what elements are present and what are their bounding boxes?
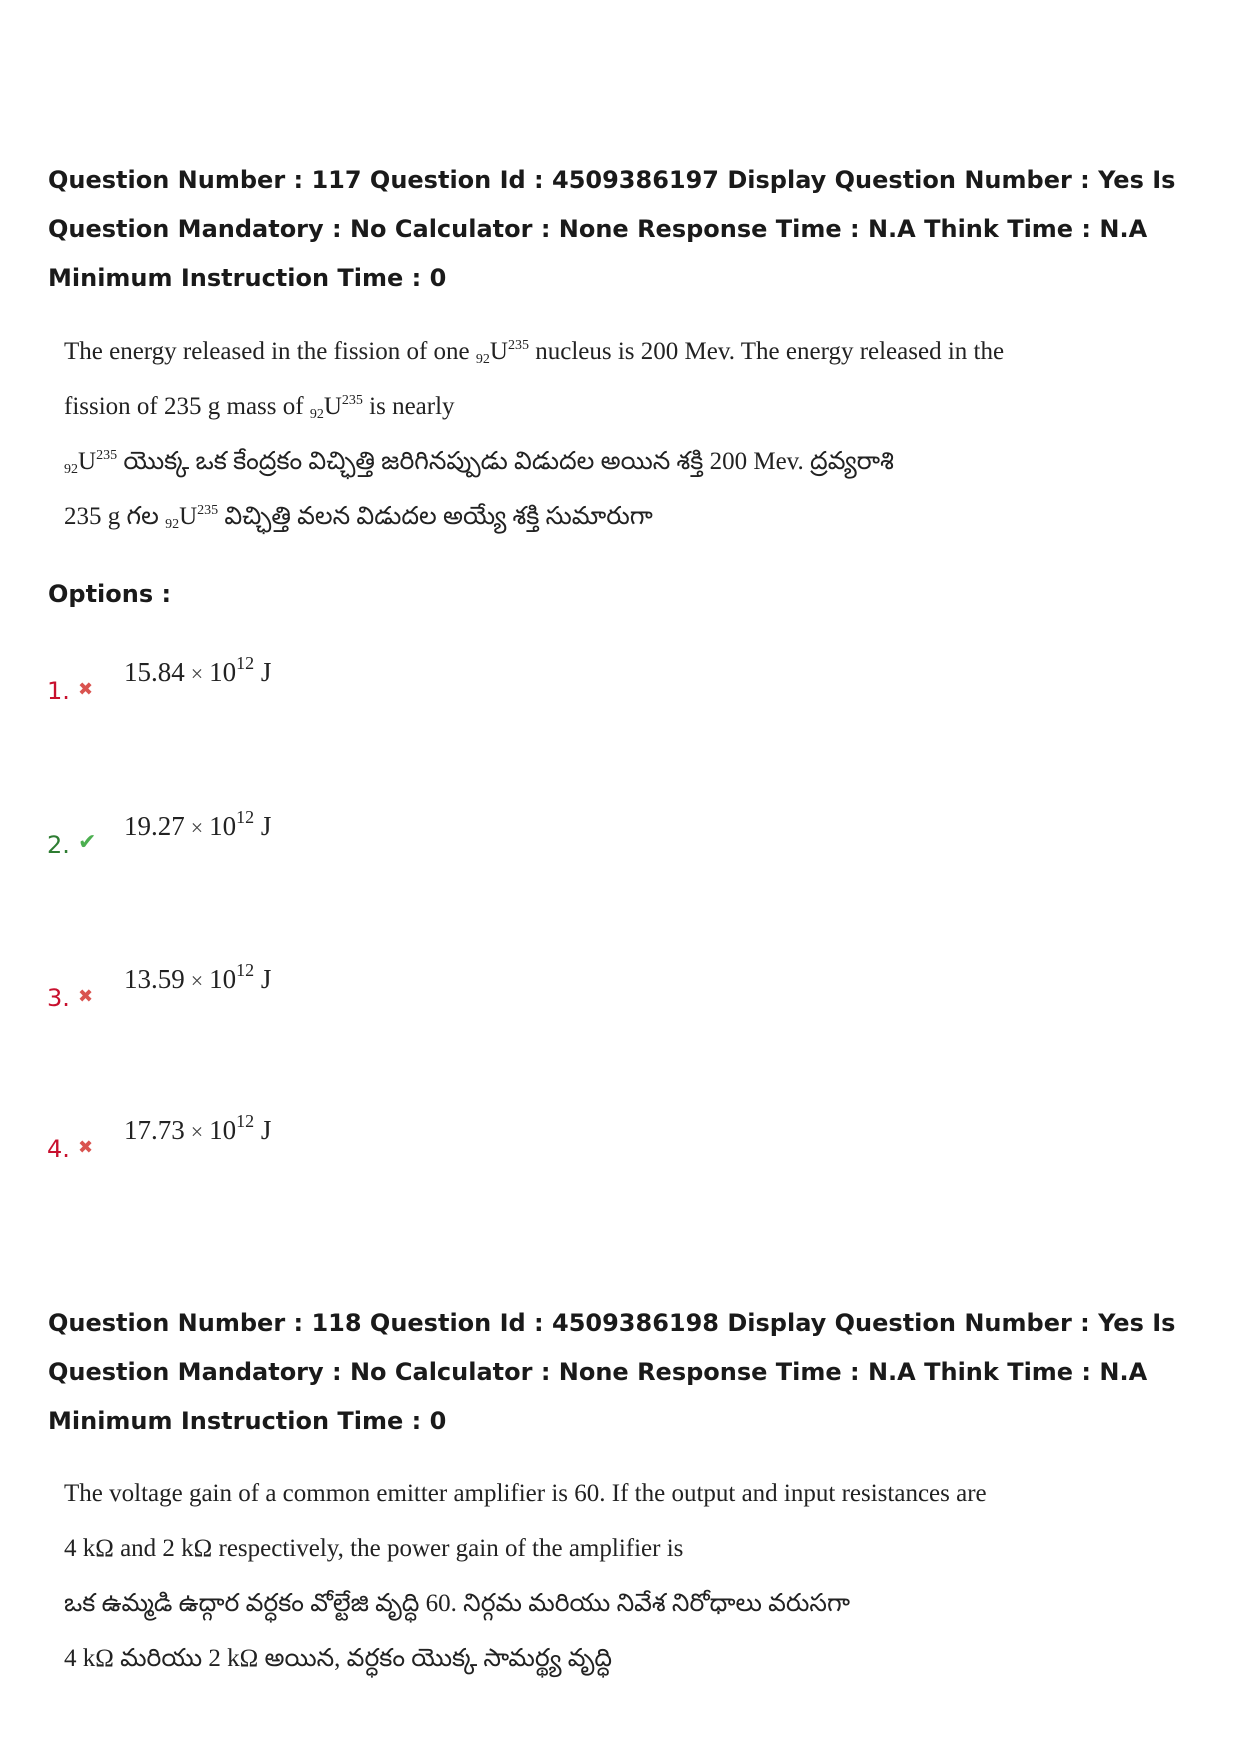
options-label: Options : xyxy=(48,580,172,608)
question-line-telugu xyxy=(64,428,1004,483)
question-text xyxy=(64,1466,987,1686)
question-line-english: The voltage gain of a common emitter amplifier is 60. If the output and input resistances are xyxy=(64,1480,987,1507)
mass-number: 235 xyxy=(341,393,363,408)
atomic-number: 92 xyxy=(475,352,490,367)
question-line-telugu: ఒక ఉమ్మడి ఉద్గార వర్ధకం వోల్టేజి వృద్ధి 60. నిర్గమ మరియు నివేశ నిరోధాలు వరుసగా xyxy=(64,1590,850,1617)
element-symbol: U xyxy=(489,338,508,365)
nucleus-symbol xyxy=(310,393,363,420)
element-symbol: U xyxy=(179,503,198,530)
mass-number: 235 xyxy=(197,503,219,518)
cross-icon: ✖ xyxy=(78,1137,94,1158)
option-item xyxy=(0,794,1240,914)
question-line-telugu: 4 kΩ మరియు 2 kΩ అయిన, వర్ధకం యొక్క సామర్థ్య వృద్ధి xyxy=(64,1645,613,1672)
option-number: 4. xyxy=(47,1135,70,1163)
question-text xyxy=(64,318,1004,538)
cross-icon: ✖ xyxy=(78,679,94,700)
mass-number: 235 xyxy=(96,448,118,463)
nucleus-symbol xyxy=(165,503,218,530)
question-line-english xyxy=(64,318,1004,373)
question-text-segment: nucleus is 200 Mev. The energy released in the xyxy=(528,338,1005,365)
question-line-telugu xyxy=(64,483,1004,538)
option-item xyxy=(0,1098,1240,1218)
question-text-segment: 235 g గల xyxy=(64,503,166,530)
question-line-english xyxy=(64,373,1004,428)
question-text-segment: fission of 235 g mass of xyxy=(64,393,310,420)
option-item xyxy=(0,640,1240,760)
question-text-segment: యొక్క ఒక కేంద్రకం విచ్ఛిత్తి జరిగినప్పుడు విడుదల అయిన శక్తి 200 Mev. ద్రవ్యరాశి xyxy=(117,448,894,475)
question-header: Question Number : 117 Question Id : 4509386197 Display Question Number : Yes Is Question Mandatory : No Calculator : None Response Time : N.A Think Time : N.A Minimum Instruction Time : 0 xyxy=(48,166,1176,292)
option-value: $17.73 \times 10^{12}$ J xyxy=(124,1111,272,1145)
option-number: 2. xyxy=(47,831,70,859)
option-value: $13.59 \times 10^{12}$ J xyxy=(124,960,272,994)
nucleus-symbol xyxy=(476,338,529,365)
element-symbol: U xyxy=(323,393,342,420)
option-number: 3. xyxy=(47,984,70,1012)
cross-icon: ✖ xyxy=(78,986,94,1007)
question-text-segment: is nearly xyxy=(362,393,455,420)
check-icon: ✔ xyxy=(78,830,97,855)
question-text-segment: The energy released in the fission of one xyxy=(64,338,476,365)
option-value: $15.84 \times 10^{12}$ J xyxy=(124,653,272,687)
question-text-segment: విచ్ఛిత్తి వలన విడుదల అయ్యే శక్తి సుమారుగా xyxy=(218,503,653,530)
atomic-number: 92 xyxy=(309,407,324,422)
atomic-number: 92 xyxy=(165,517,180,532)
nucleus-symbol xyxy=(64,448,117,475)
element-symbol: U xyxy=(78,448,97,475)
question-line-english: 4 kΩ and 2 kΩ respectively, the power gain of the amplifier is xyxy=(64,1535,684,1562)
atomic-number: 92 xyxy=(64,462,78,477)
option-value: $19.27 \times 10^{12}$ J xyxy=(124,807,272,841)
question-header: Question Number : 118 Question Id : 4509386198 Display Question Number : Yes Is Question Mandatory : No Calculator : None Response Time : N.A Think Time : N.A Minimum Instruction Time : 0 xyxy=(48,1309,1176,1435)
option-item xyxy=(0,947,1240,1067)
option-number: 1. xyxy=(47,677,70,705)
mass-number: 235 xyxy=(507,338,529,353)
